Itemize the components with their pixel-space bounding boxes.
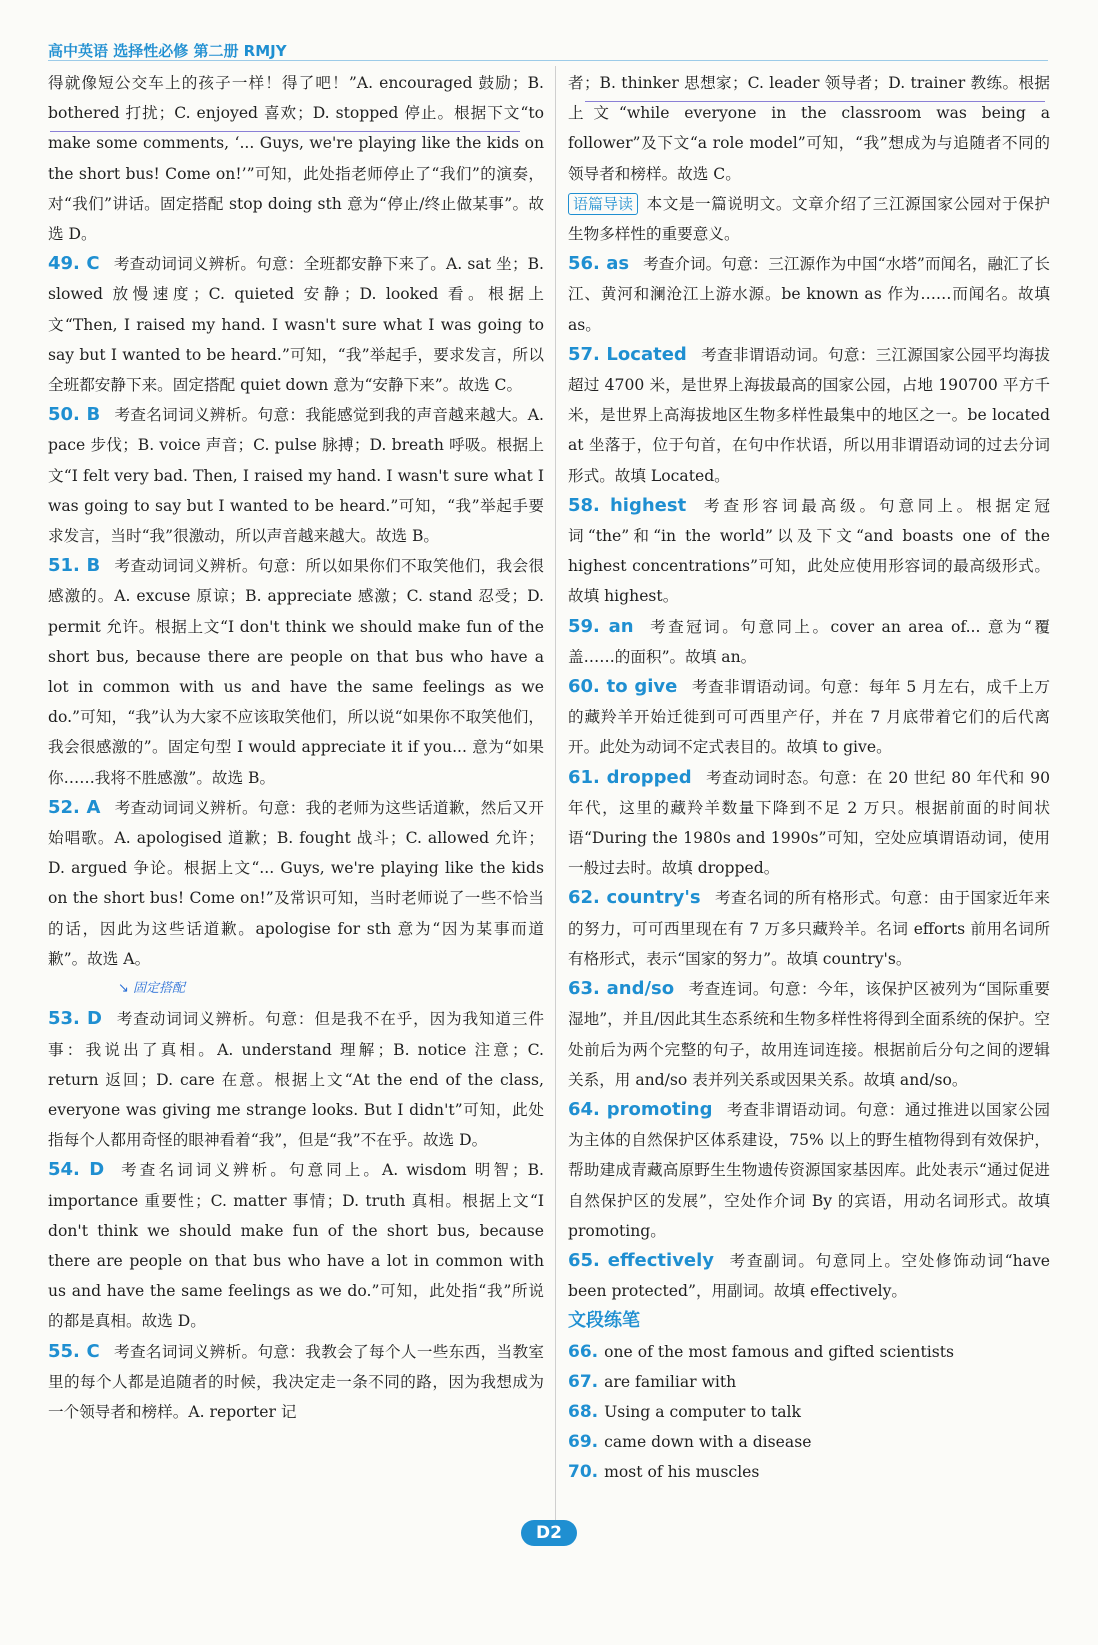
left-column bbox=[48, 68, 544, 1427]
answer-number: 49. C bbox=[48, 253, 100, 275]
answer-number: 63. and/so bbox=[568, 978, 675, 1000]
answer-entry: 51. B 考查动词词义辨析。句意：所以如果你们不取笑他们，我会很感激的。A. excuse 原谅；B. appreciate 感激；C. stand 忍受；D. permit 允许。根据上文“I don't think we should make fun of the short bus, because there are people on that bus who have a lot in common with us and have the same feelings as we do.”可知，“我”认为大家不应该取笑他们，所以说“如果你不取笑他们，我会很感激的”。固定句型 I would appreciate it if you... 意为“如果你……我将不胜感激”。故选 B。 bbox=[48, 555, 544, 787]
answer-entry: 63. and/so 考查连词。句意：今年，该保护区被列为“国际重要湿地”，并且/因此其生态系统和生物多样性将得到全面系统的保护。空处前后为两个完整的句子，故用连词连接。根据前后分句之间的逻辑关系，用 and/so 表并列关系或因果关系。故填 and/so。 bbox=[568, 978, 1050, 1089]
answer-number: 61. dropped bbox=[568, 766, 692, 788]
answer-entry: 58. highest 考查形容词最高级。句意同上。根据定冠词“the”和“in the world”以及下文“and boasts one of the highest concentrations”可知，此处应使用形容词的最高级形式。故填 highest。 bbox=[568, 494, 1050, 606]
answer-number: 53. D bbox=[48, 1008, 102, 1030]
answer-number: 59. an bbox=[568, 615, 634, 637]
answer-entry: 者；B. thinker 思想家；C. leader 领导者；D. trainer 教练。根据上文“while everyone in the classroom was being a follower”及下文“a role model”可知，“我”想成为与追随者不同的领导者和榜样。故选 C。 bbox=[568, 74, 1050, 183]
writing-item: 70. most of his muscles bbox=[568, 1462, 760, 1483]
writing-section-title: 文段练笔 bbox=[568, 1310, 640, 1332]
writing-item: 68. Using a computer to talk bbox=[568, 1401, 801, 1422]
answer-entry: 55. C 考查名词词义辨析。句意：我教会了每个人一些东西，当教室里的每个人都是追随者的时候，我决定走一条不同的路，因为我想成为一个领导者和榜样。A. reporter 记 bbox=[48, 1340, 544, 1421]
writing-item: 69. came down with a disease bbox=[568, 1432, 812, 1453]
answer-number: 62. country's bbox=[568, 887, 701, 909]
answer-entry: 50. B 考查名词词义辨析。句意：我能感觉到我的声音越来越大。A. pace 步伐；B. voice 声音；C. pulse 脉搏；D. breath 呼吸。根据上文“I felt very bad. Then, I raised my hand. I wasn't sure what I was going to say but I wanted to be heard.”可知，“我”举起手要求发言，当时“我”很激动，所以声音越来越大。故选 B。 bbox=[48, 404, 545, 546]
answer-number: 65. effectively bbox=[568, 1249, 715, 1271]
handwritten-annotation: ↘ 固定搭配 bbox=[118, 981, 186, 997]
writing-item: 67. are familiar with bbox=[568, 1371, 737, 1392]
answer-entry: 59. an 考查冠词。句意同上。cover an area of... 意为“覆盖……的面积”。故填 an。 bbox=[568, 615, 1050, 666]
answer-number: 58. highest bbox=[568, 494, 687, 516]
answer-entry: 54. D 考查名词词义辨析。句意同上。A. wisdom 明智；B. importance 重要性；C. matter 事情；D. truth 真相。根据上文“I don't think we should make fun of the short bus, because there are people on that bus who have a lot in common with us and have the same feelings as we do.”可知，此处指“我”所说的都是真相。故选 D。 bbox=[48, 1159, 544, 1331]
answer-number: 52. A bbox=[48, 796, 101, 818]
page-number: D2 bbox=[521, 1520, 577, 1546]
answer-number: 57. Located bbox=[568, 343, 687, 365]
passage-guide: 语篇导读 本文是一篇说明文。文章介绍了三江源国家公园对于保护生物多样性的重要意义。 bbox=[568, 194, 1050, 244]
answer-entry: 57. Located 考查非谓语动词。句意：三江源国家公园平均海拔超过 4700 米，是世界上海拔最高的国家公园，占地 190700 平方千米，是世界上高海拔地区生物多样性最集中的地区之一。be located at 坐落于，位于句首，在句中作状语，所以用非谓语动词的过去分词形式。故填 Located。 bbox=[568, 343, 1050, 485]
answer-entry: 得就像短公交车上的孩子一样！得了吧！”A. encouraged 鼓励；B. bothered 打扰；C. enjoyed 喜欢；D. stopped 停止。根据下文“to make some comments, ‘... Guys, we're playing like the kids on the short bus! Come on!’”可知，此处指老师停止了“我们”的演奏，对“我们”讲话。固定搭配 stop doing sth 意为“停止/终止做某事”。故选 D。 bbox=[48, 74, 544, 244]
answer-entry: 64. promoting 考查非谓语动词。句意：通过推进以国家公园为主体的自然保护区体系建设，75% 以上的野生植物得到有效保护，帮助建成青藏高原野生生物遗传资源国家基因库。此处表示“通过促进自然保护区的发展”，空处作介词 By 的宾语，用动名词形式。故填 promoting。 bbox=[568, 1098, 1050, 1240]
answer-entry: 53. D 考查动词词义辨析。句意：但是我不在乎，因为我知道三件事：我说出了真相。A. understand 理解；B. notice 注意；C. return 返回；D. care 在意。根据上文“At the end of the class, everyone was giving me strange looks. But I didn't”可知，此处指每个人都用奇怪的眼神看着“我”，但是“我”不在乎。故选 D。 bbox=[48, 1008, 544, 1150]
answer-entry: 52. A 考查动词词义辨析。句意：我的老师为这些话道歉，然后又开始唱歌。A. apologised 道歉；B. fought 战斗；C. allowed 允许；D. argued 争论。根据上文“... Guys, we're playing like the kids on the short bus! Come on!”及常识可知，当时老师说了一些不恰当的话，因此为这些话道歉。apologise for sth 意为“因为某事而道歉”。故选 A。 bbox=[48, 796, 544, 968]
answer-number: 51. B bbox=[48, 555, 101, 577]
writing-item: 66. one of the most famous and gifted scientists bbox=[568, 1341, 954, 1362]
answer-number: 54. D bbox=[48, 1159, 105, 1181]
answer-number: 56. as bbox=[568, 253, 630, 275]
answer-entry: 49. C 考查动词词义辨析。句意：全班都安静下来了。A. sat 坐；B. slowed 放慢速度；C. quieted 安静；D. looked 看。根据上文“Then, I raised my hand. I wasn't sure what I was going to say but I wanted to be heard.”可知，“我”举起手，要求发言，所以全班都安静下来。固定搭配 quiet down 意为“安静下来”。故选 C。 bbox=[48, 253, 544, 395]
header-rule bbox=[48, 60, 1048, 61]
passage-guide-tag: 语篇导读 bbox=[568, 193, 638, 215]
answer-number: 60. to give bbox=[568, 676, 678, 698]
answer-number: 50. B bbox=[48, 404, 101, 426]
answer-entry: 65. effectively 考查副词。句意同上。空处修饰动词“have been protected”，用副词。故填 effectively。 bbox=[568, 1249, 1050, 1301]
answer-entry: 60. to give 考查非谓语动词。句意：每年 5 月左右，成千上万的藏羚羊开始迁徙到可可西里产仔，并在 7 月底带着它们的后代离开。此处为动词不定式表目的。故填 to give。 bbox=[568, 676, 1050, 757]
answer-number: 55. C bbox=[48, 1340, 100, 1362]
page-header: 高中英语 选择性必修 第二册 RMJY bbox=[48, 42, 287, 60]
column-divider bbox=[555, 66, 556, 1526]
answer-entry: 61. dropped 考查动词时态。句意：在 20 世纪 80 年代和 90 年代，这里的藏羚羊数量下降到不足 2 万只。根据前面的时间状语“During the 1980s and 1990s”可知，空处应填谓语动词，使用一般过去时。故填 dropped。 bbox=[568, 766, 1050, 878]
answer-number: 64. promoting bbox=[568, 1098, 713, 1120]
answer-entry: 56. as 考查介词。句意：三江源作为中国“水塔”而闻名，融汇了长江、黄河和澜沧江上游水源。be known as 作为……而闻名。故填 as。 bbox=[568, 253, 1050, 334]
right-column bbox=[568, 68, 1050, 1488]
answer-entry: 62. country's 考查名词的所有格形式。句意：由于国家近年来的努力，可可西里现在有 7 万多只藏羚羊。名词 efforts 前用名词所有格形式，表示“国家的努力”。故填 country's。 bbox=[568, 887, 1050, 968]
